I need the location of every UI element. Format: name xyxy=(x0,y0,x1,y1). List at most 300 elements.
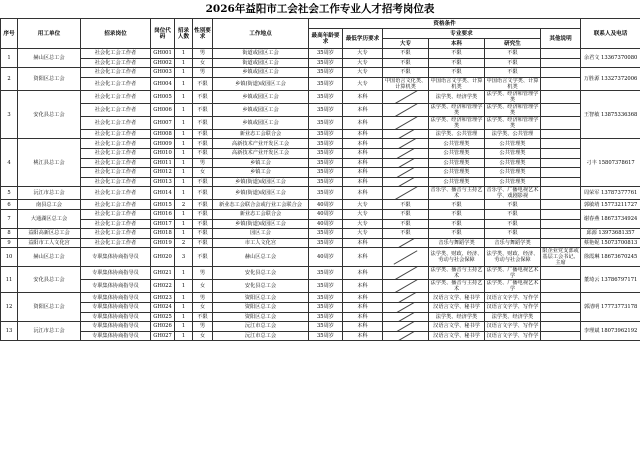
min-education: 大专 xyxy=(343,209,383,219)
position-code: GH022 xyxy=(151,280,175,293)
job-position: 社会化工会工作者 xyxy=(81,219,151,229)
table-row xyxy=(1,312,640,322)
work-location: 资阳区总工会 xyxy=(213,302,309,312)
job-position: 社会化工会工作者 xyxy=(81,116,151,129)
max-age: 35周岁 xyxy=(309,129,343,139)
job-position: 社会化工会工作者 xyxy=(81,49,151,59)
min-education: 大专 xyxy=(343,229,383,239)
major-benke: 不限 xyxy=(429,229,485,239)
max-age: 35周岁 xyxy=(309,312,343,322)
other-notes xyxy=(541,238,581,248)
header-age: 最高年龄要求 xyxy=(309,29,343,49)
header-code: 岗位代码 xyxy=(151,19,175,49)
hire-count: 1 xyxy=(175,177,193,187)
major-benke: 法学类、经济学类 xyxy=(429,312,485,322)
work-location: 街道或园区工会 xyxy=(213,58,309,68)
contact-info: 万胜源 13327372006 xyxy=(581,68,640,91)
gender-requirement: 不限 xyxy=(193,148,213,158)
gender-requirement: 女 xyxy=(193,331,213,341)
table-row xyxy=(1,103,640,116)
max-age: 35周岁 xyxy=(309,238,343,248)
gender-requirement: 不限 xyxy=(193,312,213,322)
hire-count: 2 xyxy=(175,200,193,210)
max-age: 35周岁 xyxy=(309,77,343,90)
table-container[interactable] xyxy=(0,18,640,464)
job-position: 社会化工会工作者 xyxy=(81,129,151,139)
major-dazhuan xyxy=(383,177,429,187)
work-location: 沅江市总工会 xyxy=(213,331,309,341)
major-benke: 法学类、经济学类 xyxy=(429,90,485,103)
work-location: 高新技术产业开发区工会 xyxy=(213,148,309,158)
table-row xyxy=(1,293,640,303)
table-row xyxy=(1,168,640,178)
other-notes xyxy=(541,58,581,68)
work-location: 新业态工会联合会或行业工会联合会 xyxy=(213,200,309,210)
max-age: 35周岁 xyxy=(309,49,343,59)
gender-requirement: 不限 xyxy=(193,129,213,139)
other-notes xyxy=(541,49,581,59)
table-row xyxy=(1,148,640,158)
position-code: GH026 xyxy=(151,322,175,332)
major-benke: 公共管理类 xyxy=(429,148,485,158)
employer-unit: 大通湖区总工会 xyxy=(18,209,81,228)
table-row xyxy=(1,116,640,129)
employer-unit: 沅江市总工会 xyxy=(18,322,81,341)
min-education: 大专 xyxy=(343,219,383,229)
table-row xyxy=(1,177,640,187)
work-location: 乡镇(街道)或园区工会 xyxy=(213,219,309,229)
table-row xyxy=(1,129,640,139)
table-row xyxy=(1,219,640,229)
major-dazhuan: 不限 xyxy=(383,58,429,68)
major-yanjiusheng: 不限 xyxy=(485,229,541,239)
row-seq: 3 xyxy=(1,90,18,139)
work-location: 高新技术产业开发区工会 xyxy=(213,139,309,149)
major-dazhuan xyxy=(383,302,429,312)
other-notes xyxy=(541,139,581,149)
min-education: 本科 xyxy=(343,312,383,322)
job-position: 社会化工会工作者 xyxy=(81,139,151,149)
job-position: 社会化工会工作者 xyxy=(81,77,151,90)
gender-requirement: 男 xyxy=(193,68,213,78)
major-yanjiusheng: 汉语言文字学、写作学 xyxy=(485,293,541,303)
position-code: GH013 xyxy=(151,177,175,187)
hire-count: 1 xyxy=(175,331,193,341)
position-code: GH024 xyxy=(151,302,175,312)
gender-requirement: 男 xyxy=(193,322,213,332)
table-row xyxy=(1,200,640,210)
major-yanjiusheng: 音乐与舞蹈学类 xyxy=(485,238,541,248)
gender-requirement: 不限 xyxy=(193,90,213,103)
row-seq: 12 xyxy=(1,293,18,322)
position-code: GH005 xyxy=(151,90,175,103)
max-age: 35周岁 xyxy=(309,168,343,178)
position-code: GH012 xyxy=(151,168,175,178)
major-dazhuan: 不限 xyxy=(383,68,429,78)
major-benke: 汉语言文学、秘书学 xyxy=(429,293,485,303)
row-seq: 7 xyxy=(1,209,18,228)
hire-count: 2 xyxy=(175,238,193,248)
contact-info: 周荣军 13787377761 xyxy=(581,187,640,200)
table-row xyxy=(1,302,640,312)
max-age: 35周岁 xyxy=(309,267,343,280)
major-yanjiusheng: 公共管理类 xyxy=(485,177,541,187)
table-row xyxy=(1,248,640,267)
table-row xyxy=(1,77,640,90)
major-benke: 不限 xyxy=(429,49,485,59)
major-yanjiusheng: 法学类、经济和管理学类 xyxy=(485,103,541,116)
work-location: 街道或园区工会 xyxy=(213,49,309,59)
gender-requirement: 不限 xyxy=(193,177,213,187)
min-education: 大专 xyxy=(343,200,383,210)
major-dazhuan xyxy=(383,103,429,116)
table-row xyxy=(1,331,640,341)
position-code: GH017 xyxy=(151,219,175,229)
hire-count: 1 xyxy=(175,49,193,59)
major-benke: 公共管理类 xyxy=(429,158,485,168)
header-gender: 性别要求 xyxy=(193,19,213,49)
other-notes xyxy=(541,168,581,178)
other-notes xyxy=(541,68,581,78)
work-location: 乡镇或园区工会 xyxy=(213,103,309,116)
employer-unit: 安化县总工会 xyxy=(18,267,81,293)
min-education: 大专 xyxy=(343,68,383,78)
work-location: 乡镇(街道)或园区工会 xyxy=(213,187,309,200)
work-location: 乡镇(街道)或园区工会 xyxy=(213,77,309,90)
employer-unit: 赫山区总工会 xyxy=(18,49,81,68)
employer-unit: 沅江市总工会 xyxy=(18,187,81,200)
gender-requirement: 不限 xyxy=(193,248,213,267)
hire-count: 1 xyxy=(175,116,193,129)
major-benke: 法学类、公共管理 xyxy=(429,129,485,139)
work-location: 乡镇或园区工会 xyxy=(213,116,309,129)
work-location: 乡镇或园区工会 xyxy=(213,90,309,103)
gender-requirement: 不限 xyxy=(193,229,213,239)
major-benke: 不限 xyxy=(429,209,485,219)
gender-requirement: 男 xyxy=(193,49,213,59)
header-position: 招录岗位 xyxy=(81,19,151,49)
job-position: 社会化工会工作者 xyxy=(81,90,151,103)
major-dazhuan xyxy=(383,168,429,178)
other-notes xyxy=(541,312,581,322)
min-education: 本科 xyxy=(343,168,383,178)
other-notes xyxy=(541,129,581,139)
contact-info: 郭敏靖 15773211727 xyxy=(581,200,640,210)
major-dazhuan xyxy=(383,187,429,200)
max-age: 35周岁 xyxy=(309,331,343,341)
major-dazhuan xyxy=(383,158,429,168)
row-seq: 1 xyxy=(1,49,18,68)
other-notes xyxy=(541,293,581,303)
position-code: GH010 xyxy=(151,148,175,158)
employer-unit: 益阳市工人文化宫 xyxy=(18,238,81,248)
gender-requirement: 女 xyxy=(193,58,213,68)
position-code: GH016 xyxy=(151,209,175,219)
major-benke: 不限 xyxy=(429,200,485,210)
table-row xyxy=(1,158,640,168)
gender-requirement: 不限 xyxy=(193,139,213,149)
max-age: 40周岁 xyxy=(309,248,343,267)
contact-info: 王智敏 13875336368 xyxy=(581,90,640,139)
header-dazhuan: 大专 xyxy=(383,39,429,49)
position-code: GH018 xyxy=(151,229,175,239)
major-dazhuan: 不限 xyxy=(383,229,429,239)
max-age: 35周岁 xyxy=(309,302,343,312)
gender-requirement: 不限 xyxy=(193,200,213,210)
job-position: 专职集体协商指导员 xyxy=(81,312,151,322)
work-location: 园区工会 xyxy=(213,229,309,239)
max-age: 35周岁 xyxy=(309,280,343,293)
position-code: GH002 xyxy=(151,58,175,68)
table-row xyxy=(1,267,640,280)
job-position: 社会化工会工作者 xyxy=(81,103,151,116)
min-education: 本科 xyxy=(343,90,383,103)
header-yanjiusheng: 研究生 xyxy=(485,39,541,49)
major-yanjiusheng: 不限 xyxy=(485,209,541,219)
min-education: 本科 xyxy=(343,148,383,158)
major-yanjiusheng: 法学类、经济和管理学类 xyxy=(485,90,541,103)
work-location: 沅江市总工会 xyxy=(213,322,309,332)
major-yanjiusheng: 汉语言文字学、写作学 xyxy=(485,331,541,341)
major-dazhuan xyxy=(383,139,429,149)
major-benke: 不限 xyxy=(429,219,485,229)
other-notes xyxy=(541,116,581,129)
major-dazhuan: 中国语言文化类、计算机类 xyxy=(383,77,429,90)
hire-count: 1 xyxy=(175,158,193,168)
hire-count: 1 xyxy=(175,322,193,332)
max-age: 35周岁 xyxy=(309,177,343,187)
major-dazhuan xyxy=(383,331,429,341)
hire-count: 1 xyxy=(175,293,193,303)
contact-info: 李理斌 18073962192 xyxy=(581,322,640,341)
employer-unit: 赫山区总工会 xyxy=(18,248,81,267)
header-education: 最低学历要求 xyxy=(343,29,383,49)
hire-count: 1 xyxy=(175,68,193,78)
table-row xyxy=(1,139,640,149)
major-benke: 不限 xyxy=(429,58,485,68)
max-age: 35周岁 xyxy=(309,90,343,103)
hire-count: 1 xyxy=(175,58,193,68)
work-location: 安化县总工会 xyxy=(213,267,309,280)
job-position: 社会化工会工作者 xyxy=(81,187,151,200)
table-row xyxy=(1,229,640,239)
hire-count: 1 xyxy=(175,103,193,116)
job-position: 社会化工会工作者 xyxy=(81,148,151,158)
hire-count: 1 xyxy=(175,312,193,322)
work-location: 安化县总工会 xyxy=(213,280,309,293)
job-position: 社会化工会工作者 xyxy=(81,238,151,248)
min-education: 大专 xyxy=(343,58,383,68)
job-position: 社会化工会工作者 xyxy=(81,168,151,178)
job-position: 专职集体协商指导员 xyxy=(81,267,151,280)
major-dazhuan: 不限 xyxy=(383,219,429,229)
major-yanjiusheng: 公共管理类 xyxy=(485,168,541,178)
min-education: 本科 xyxy=(343,139,383,149)
hire-count: 1 xyxy=(175,187,193,200)
major-dazhuan xyxy=(383,312,429,322)
major-dazhuan xyxy=(383,267,429,280)
work-location: 市工人文化宫 xyxy=(213,238,309,248)
table-row xyxy=(1,187,640,200)
work-location: 新业态工会联合会 xyxy=(213,209,309,219)
min-education: 本科 xyxy=(343,248,383,267)
job-position: 社会化工会工作者 xyxy=(81,177,151,187)
hire-count: 1 xyxy=(175,302,193,312)
min-education: 本科 xyxy=(343,116,383,129)
job-position: 专职集体协商指导员 xyxy=(81,302,151,312)
work-location: 乡镇工会 xyxy=(213,158,309,168)
employer-unit: 安化县总工会 xyxy=(18,90,81,139)
work-location: 赫山区总工会 xyxy=(213,248,309,267)
major-yanjiusheng: 公共管理类 xyxy=(485,158,541,168)
position-code: GH020 xyxy=(151,248,175,267)
table-row xyxy=(1,280,640,293)
other-notes xyxy=(541,103,581,116)
major-yanjiusheng: 汉语言文字学、写作学 xyxy=(485,322,541,332)
header-location: 工作地点 xyxy=(213,19,309,49)
max-age: 35周岁 xyxy=(309,158,343,168)
contact-info: 邱源 13973681357 xyxy=(581,229,640,239)
min-education: 本科 xyxy=(343,302,383,312)
row-seq: 5 xyxy=(1,187,18,200)
contact-info: 蔡艳妮 15073700813 xyxy=(581,238,640,248)
min-education: 本科 xyxy=(343,158,383,168)
row-seq: 4 xyxy=(1,139,18,187)
major-benke: 法学类、经济和管理学类 xyxy=(429,116,485,129)
position-code: GH007 xyxy=(151,116,175,129)
major-dazhuan xyxy=(383,280,429,293)
min-education: 本科 xyxy=(343,187,383,200)
other-notes xyxy=(541,148,581,158)
hire-count: 1 xyxy=(175,139,193,149)
row-seq: 8 xyxy=(1,229,18,239)
hire-count: 1 xyxy=(175,77,193,90)
min-education: 大专 xyxy=(343,49,383,59)
header-benke: 本科 xyxy=(429,39,485,49)
major-benke: 音乐学、播音与主持艺术 xyxy=(429,187,485,200)
gender-requirement: 女 xyxy=(193,280,213,293)
major-benke: 公共管理类 xyxy=(429,139,485,149)
major-benke: 法学类、财政、经济、劳动与社会保障 xyxy=(429,248,485,267)
major-dazhuan: 不限 xyxy=(383,200,429,210)
major-benke: 汉语言文学、秘书学 xyxy=(429,302,485,312)
header-unit: 用工单位 xyxy=(18,19,81,49)
max-age: 35周岁 xyxy=(309,116,343,129)
hire-count: 1 xyxy=(175,209,193,219)
other-notes xyxy=(541,187,581,200)
job-position: 社会化工会工作者 xyxy=(81,200,151,210)
max-age: 35周岁 xyxy=(309,68,343,78)
major-yanjiusheng: 不限 xyxy=(485,200,541,210)
job-position: 社会化工会工作者 xyxy=(81,68,151,78)
work-location: 新业态工会联合会 xyxy=(213,129,309,139)
header-seq: 序号 xyxy=(1,19,18,49)
position-code: GH011 xyxy=(151,158,175,168)
header-major: 专业要求 xyxy=(383,29,541,39)
other-notes xyxy=(541,267,581,280)
position-code: GH006 xyxy=(151,103,175,116)
position-code: GH025 xyxy=(151,312,175,322)
min-education: 本科 xyxy=(343,322,383,332)
gender-requirement: 不限 xyxy=(193,103,213,116)
major-dazhuan xyxy=(383,148,429,158)
major-yanjiusheng: 中国语言文学类、计算机类 xyxy=(485,77,541,90)
page-title: 2026年益阳市工会社会工作专业人才招考岗位表 xyxy=(205,3,435,15)
table-row xyxy=(1,90,640,103)
min-education: 本科 xyxy=(343,267,383,280)
major-yanjiusheng: 法学类、财政、经济、劳动与社会保障 xyxy=(485,248,541,267)
table-row xyxy=(1,68,640,78)
job-position: 社会化工会工作者 xyxy=(81,58,151,68)
gender-requirement: 不限 xyxy=(193,187,213,200)
hire-count: 3 xyxy=(175,248,193,267)
table-row xyxy=(1,209,640,219)
hire-count: 1 xyxy=(175,219,193,229)
major-dazhuan xyxy=(383,90,429,103)
other-notes xyxy=(541,90,581,103)
other-notes xyxy=(541,200,581,210)
position-code: GH019 xyxy=(151,238,175,248)
major-yanjiusheng: 公共管理类 xyxy=(485,139,541,149)
position-code: GH001 xyxy=(151,49,175,59)
hire-count: 1 xyxy=(175,280,193,293)
min-education: 本科 xyxy=(343,103,383,116)
employer-unit: 资阳区总工会 xyxy=(18,293,81,322)
row-seq: 2 xyxy=(1,68,18,91)
major-dazhuan xyxy=(383,293,429,303)
min-education: 大专 xyxy=(343,77,383,90)
header-other: 其他说明 xyxy=(541,29,581,49)
max-age: 35周岁 xyxy=(309,322,343,332)
job-position: 专职集体协商指导员 xyxy=(81,248,151,267)
major-benke: 法学类、播音与主持艺术 xyxy=(429,280,485,293)
major-benke: 不限 xyxy=(429,68,485,78)
min-education: 本科 xyxy=(343,331,383,341)
major-yanjiusheng: 不限 xyxy=(485,49,541,59)
gender-requirement: 不限 xyxy=(193,209,213,219)
row-seq: 11 xyxy=(1,267,18,293)
hire-count: 1 xyxy=(175,267,193,280)
major-yanjiusheng: 法学类、经济学类 xyxy=(485,312,541,322)
hire-count: 1 xyxy=(175,148,193,158)
hire-count: 1 xyxy=(175,129,193,139)
major-dazhuan xyxy=(383,238,429,248)
major-yanjiusheng: 音乐学、广播电视艺术学、戏剧影视 xyxy=(485,187,541,200)
table-row xyxy=(1,49,640,59)
job-position: 社会化工会工作者 xyxy=(81,158,151,168)
major-dazhuan xyxy=(383,116,429,129)
major-benke: 法学类、播音与主持艺术 xyxy=(429,267,485,280)
contact-info: 董琦云 13786797171 xyxy=(581,267,640,293)
position-code: GH004 xyxy=(151,77,175,90)
job-position: 专职集体协商指导员 xyxy=(81,331,151,341)
employer-unit: 桃江县总工会 xyxy=(18,139,81,187)
other-notes xyxy=(541,158,581,168)
work-location: 乡镇或园区工会 xyxy=(213,68,309,78)
min-education: 本科 xyxy=(343,238,383,248)
other-notes: 限企业党支部或基层工会书记、主席 xyxy=(542,248,579,267)
max-age: 35周岁 xyxy=(309,229,343,239)
work-location: 乡镇(街道)或园区工会 xyxy=(213,177,309,187)
gender-requirement: 男 xyxy=(193,267,213,280)
position-code: GH015 xyxy=(151,200,175,210)
major-yanjiusheng: 法学类、广播电视艺术学 xyxy=(485,280,541,293)
major-dazhuan xyxy=(383,322,429,332)
other-notes xyxy=(541,219,581,229)
major-benke: 汉语言文学、秘书学 xyxy=(429,322,485,332)
job-position: 专职集体协商指导员 xyxy=(81,293,151,303)
contact-info: 谢春燕 18673734924 xyxy=(581,209,640,228)
